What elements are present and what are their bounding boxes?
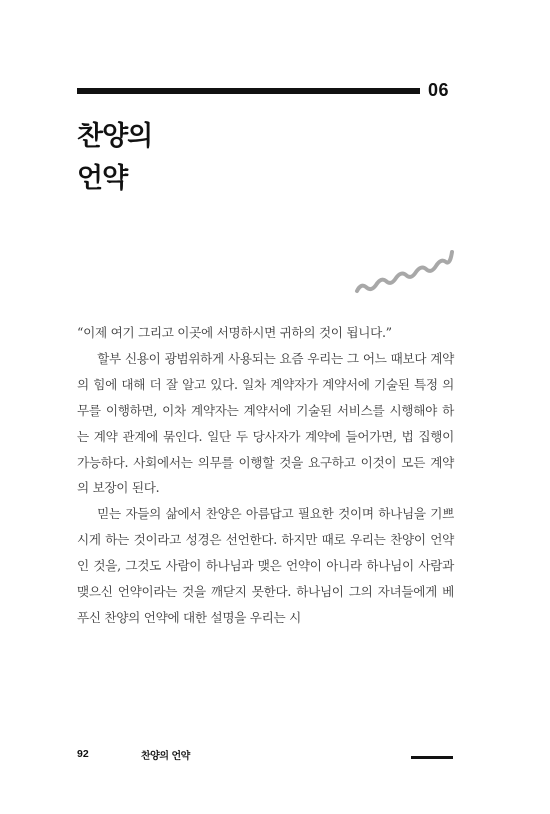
running-title: 찬양의 언약 [141,751,190,762]
page-number: 92 [77,748,89,760]
footer-rule [411,756,453,759]
body-text [77,320,454,631]
chapter-title-line-2: 언약 [77,163,128,194]
chapter-title [77,116,152,200]
body-paragraph: 할부 신용이 광범위하게 사용되는 요즘 우리는 그 어느 때보다 계약의 힘에 대해 더 잘 알고 있다. 일차 계약자가 계약서에 기술된 특정 의무를 이행하면, 이차 계약자는 계약서에 기술된 서비스를 시행해야 하는 계약 관계에 묶인다. 일단 두 당사자가 계약에 들어가면, 법 집행이 가능하다. 사회에서는 의무를 이행할 것을 요구하고 이것이 모든 계약의 보장이 된다. [77,350,454,496]
quote-paragraph: “이제 여기 그리고 이곳에 서명하시면 귀하의 것이 됩니다.” [77,325,392,340]
header-rule [77,88,420,94]
body-paragraph: 믿는 자들의 삶에서 찬양은 아름답고 필요한 것이며 하나님을 기쁘시게 하는 것이라고 성경은 선언한다. 하지만 때로 우리는 찬양이 언약인 것을, 그것도 사람이 하나님과 맺은 언약이 아니라 하나님이 사람과 맺으신 언약이라는 것을 깨닫지 못한다. 하나님이 그의 자녀들에게 베푸신 찬양의 언약에 대한 설명을 우리는 시 [77,506,454,625]
wavy-line-icon [354,244,454,296]
chapter-title-line-1: 찬양의 [77,121,153,152]
chapter-number: 06 [428,80,450,100]
